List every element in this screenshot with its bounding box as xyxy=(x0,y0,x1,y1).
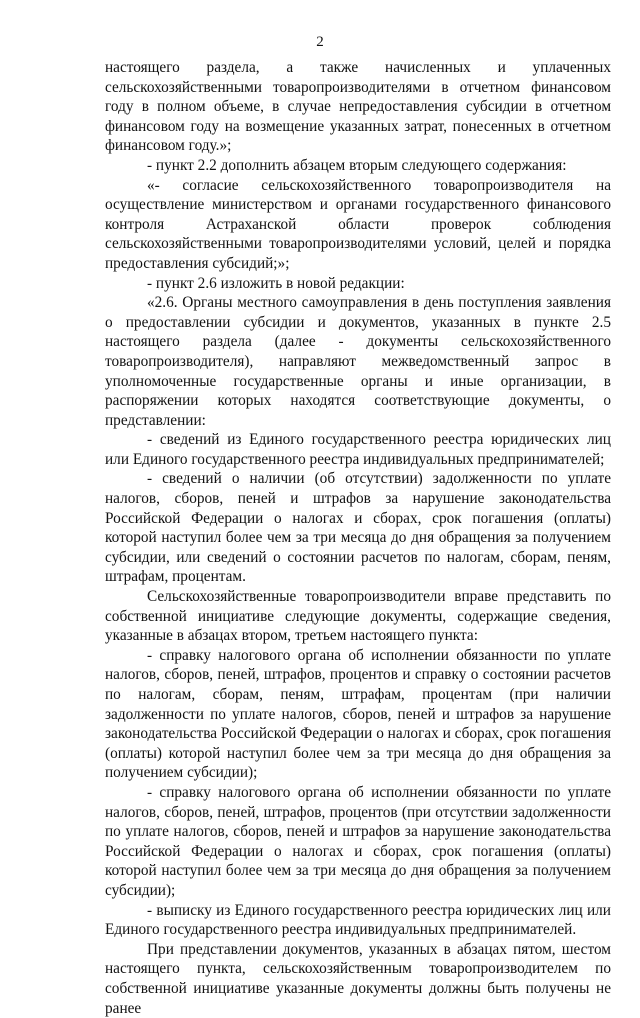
paragraph: «2.6. Органы местного самоуправления в день поступления заявления о предоставлении субсидии и документов, указанных в пункте 2.5 настоящего раздела (далее - документы сельскохозяйственного товаропроизводителя), направляют межведомственный запрос в уполномоченные государственные органы и иные организации, в распоряжении которых находятся соответствующие документы, о представлении: xyxy=(105,294,611,429)
paragraph: При представлении документов, указанных в абзацах пятом, шестом настоящего пункта, сельскохозяйственным товаропроизводителем по собственной инициативе указанные документы должны быть получены не ранее xyxy=(105,940,611,1017)
paragraph: «- согласие сельскохозяйственного товаропроизводителя на осуществление министерством и органами государственного финансового контроля Астраханской области проверок соблюдения сельскохозяйственными товаропроизводителями условий, целей и порядка предоставления субсидий;»; xyxy=(105,176,611,272)
paragraph: настоящего раздела, а также начисленных и уплаченных сельскохозяйственными товаропроизводителями в отчетном финансовом году в полном объеме, в случае непредоставления субсидии в отчетном финансовом году на возмещение указанных затрат, понесенных в отчетном финансовом году.»; xyxy=(105,59,611,155)
document-body xyxy=(105,58,611,1018)
paragraph: - справку налогового органа об исполнении обязанности по уплате налогов, сборов, пеней, штрафов, процентов и справку о состоянии расчетов по налогам, сборам, пеням, штрафам, процентам (при наличии задолженности по уплате налогов, сборов, пеней и штрафов за нарушение законодательства Российской Федерации о налогах и сборах, срок погашения (оплаты) которой наступил более чем за три месяца до дня обращения за получением субсидии); xyxy=(105,646,611,782)
paragraph: Сельскохозяйственные товаропроизводители вправе представить по собственной инициативе следующие документы, содержащие сведения, указанные в абзацах втором, третьем настоящего пункта: xyxy=(105,588,611,645)
page-number: 2 xyxy=(316,34,324,50)
paragraph: - пункт 2.6 изложить в новой редакции: xyxy=(147,274,405,292)
paragraph: - выписку из Единого государственного реестра юридических лиц или Единого государственного реестра индивидуальных предпринимателей. xyxy=(105,901,611,939)
paragraph: - пункт 2.2 дополнить абзацем вторым следующего содержания: xyxy=(147,156,567,174)
paragraph: - сведений о наличии (об отсутствии) задолженности по уплате налогов, сборов, пеней и штрафов за нарушение законодательства Российской Федерации о налогах и сборах, срок погашения (оплаты) которой наступил более чем за три месяца до дня обращения за получением субсидии, или сведений о состоянии расчетов по налогам, сборам, пеням, штрафам, процентам. xyxy=(105,470,611,586)
paragraph: - справку налогового органа об исполнении обязанности по уплате налогов, сборов, пеней, штрафов, процентов (при отсутствии задолженности по уплате налогов, сборов, пеней и штрафов за нарушение законодательства Российской Федерации о налогах и сборах, срок погашения (оплаты) которой наступил более чем за три месяца до дня обращения за получением субсидии); xyxy=(105,783,611,899)
paragraph: - сведений из Единого государственного реестра юридических лиц или Единого государственного реестра индивидуальных предпринимателей; xyxy=(105,431,611,468)
